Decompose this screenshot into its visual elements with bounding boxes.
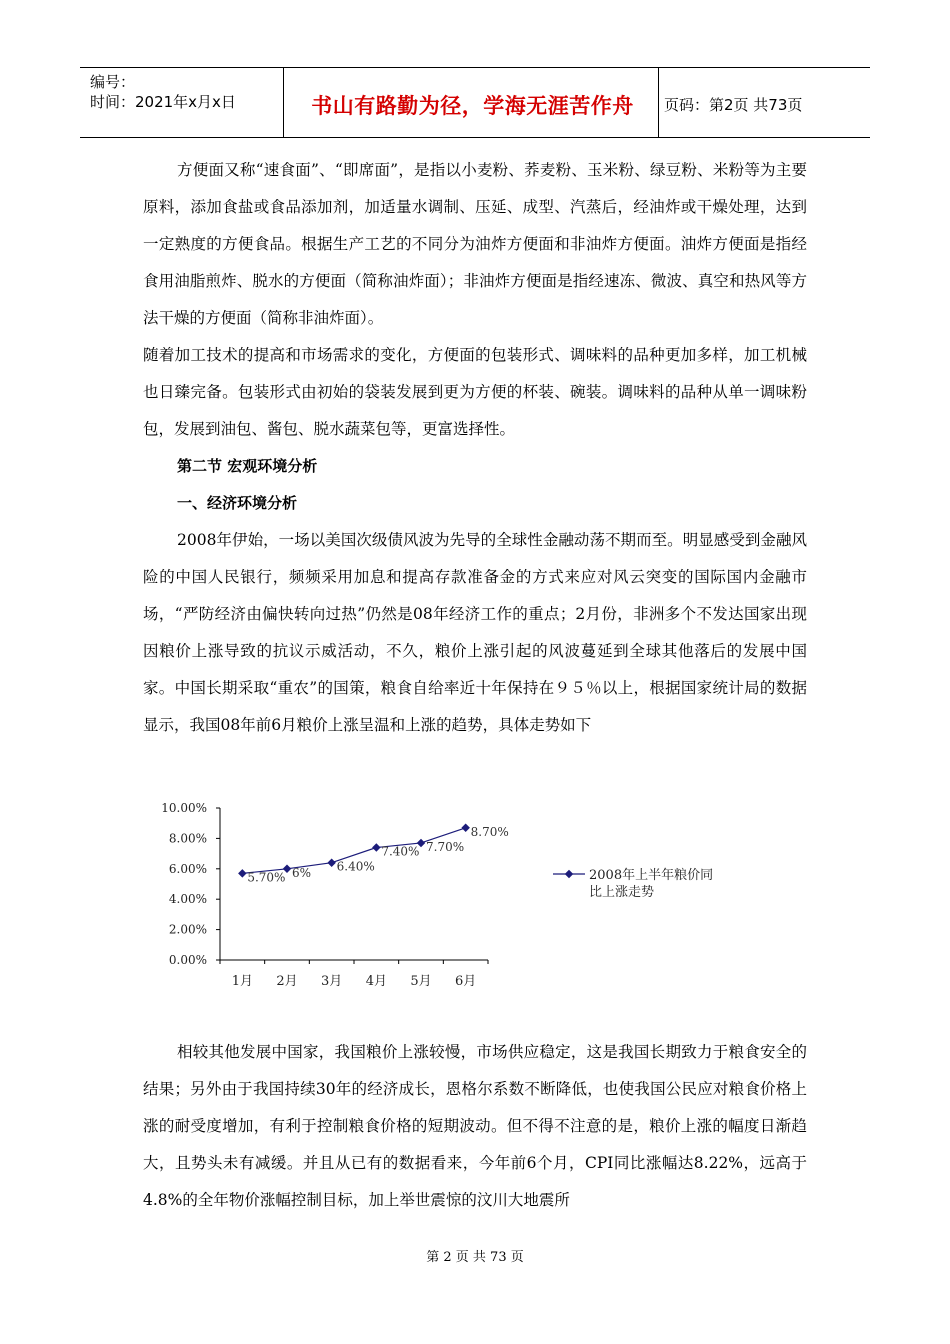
paragraph-economic-environment: 2008年伊始，一场以美国次级债风波为先导的全球性金融动荡不期而至。明显感受到金融风险的中国人民银行，频频采用加息和提高存款准备金的方式来应对风云突变的国际国内金融市场，“严防经济由偏快转向过热”仍然是08年经济工作的重点；2月份，非洲多个不发达国家出现因粮价上涨导致的抗议示威活动，不久，粮价上涨引起的风波蔓延到全球其他落后的发展中国家。中国长期采取“重农”的国策，粮食自给率近十年保持在９５％以上，根据国家统计局的数据显示，我国08年前6月粮价上涨呈温和上涨的趋势，具体走势如下 <box>143 531 807 734</box>
subsection-title: 一、经济环境分析 <box>177 494 298 512</box>
y-tick-label: 6.00% <box>168 861 207 876</box>
x-tick-label: 5月 <box>410 974 432 989</box>
x-tick-label: 3月 <box>321 974 343 989</box>
header-divider <box>658 68 659 137</box>
document-body-continued <box>143 1034 807 1219</box>
header-info <box>90 72 236 112</box>
data-point-marker <box>238 869 246 877</box>
x-tick-label: 1月 <box>231 974 253 989</box>
data-point-marker <box>327 858 335 866</box>
x-tick-label: 6月 <box>455 974 477 989</box>
document-number-label: 编号： <box>90 73 136 91</box>
data-label: 7.40% <box>381 844 420 859</box>
data-point-marker <box>372 843 380 851</box>
chart-svg <box>143 790 783 1005</box>
paragraph-packaging-development: 随着加工技术的提高和市场需求的变化，方便面的包装形式、调味料的品种更加多样，加工机械也日臻完备。包装形式由初始的袋装发展到更为方便的杯装、碗装。调味料的品种从单一调味粉包，发展到油包、酱包、脱水蔬菜包等，更富选择性。 <box>143 346 807 438</box>
header-page-number: 页码：第2页 共73页 <box>664 96 803 114</box>
data-label: 5.70% <box>247 870 286 885</box>
grain-price-line-chart <box>143 790 783 1005</box>
data-label: 7.70% <box>426 839 465 854</box>
data-label: 6.40% <box>336 859 375 874</box>
y-tick-label: 10.00% <box>161 801 207 815</box>
y-tick-label: 0.00% <box>168 953 207 967</box>
data-label: 6% <box>292 865 312 880</box>
document-time-label: 时间：2021年x月x日 <box>90 93 236 111</box>
legend <box>553 867 713 900</box>
legend-label-line1: 2008年上半年粮价同 <box>589 868 714 883</box>
header-divider <box>283 68 284 137</box>
x-tick-label: 2月 <box>276 974 298 989</box>
y-tick-label: 2.00% <box>168 922 207 937</box>
paragraph-instant-noodle-definition: 方便面又称“速食面”、“即席面”，是指以小麦粉、荞麦粉、玉米粉、绿豆粉、米粉等为主要原料，添加食盐或食品添加剂，加适量水调制、压延、成型、汽蒸后，经油炸或干燥处理，达到一定熟度的方便食品。根据生产工艺的不同分为油炸方便面和非油炸方便面。油炸方便面是指经食用油脂煎炸、脱水的方便面（简称油炸面）；非油炸方便面是指经速冻、微波、真空和热风等方法干燥的方便面（简称非油炸面）。 <box>143 161 807 327</box>
page-header <box>80 67 870 138</box>
legend-label-line2: 比上涨走势 <box>589 885 655 900</box>
data-point-marker <box>461 824 469 832</box>
data-label: 8.70% <box>470 824 509 839</box>
section-title: 第二节 宏观环境分析 <box>177 457 318 475</box>
paragraph-grain-security: 相较其他发展中国家，我国粮价上涨较慢，市场供应稳定，这是我国长期致力于粮食安全的结果；另外由于我国持续30年的经济成长，恩格尔系数不断降低，也使我国公民应对粮食价格上涨的耐受度增加，有利于控制粮食价格的短期波动。但不得不注意的是，粮价上涨的幅度日渐趋大，且势头未有减缓。并且从已有的数据看来，今年前6个月，CPI同比涨幅达8.22%，远高于4.8%的全年物价涨幅控制目标，加上举世震惊的汶川大地震所 <box>143 1043 807 1209</box>
y-tick-label: 4.00% <box>168 892 207 907</box>
page-footer: 第 2 页 共 73 页 <box>426 1250 524 1265</box>
y-tick-label: 8.00% <box>168 831 207 846</box>
header-motto: 书山有路勤为径，学海无涯苦作舟 <box>311 94 634 118</box>
x-tick-label: 4月 <box>365 974 387 989</box>
legend-marker <box>565 870 573 878</box>
document-body <box>143 152 807 744</box>
